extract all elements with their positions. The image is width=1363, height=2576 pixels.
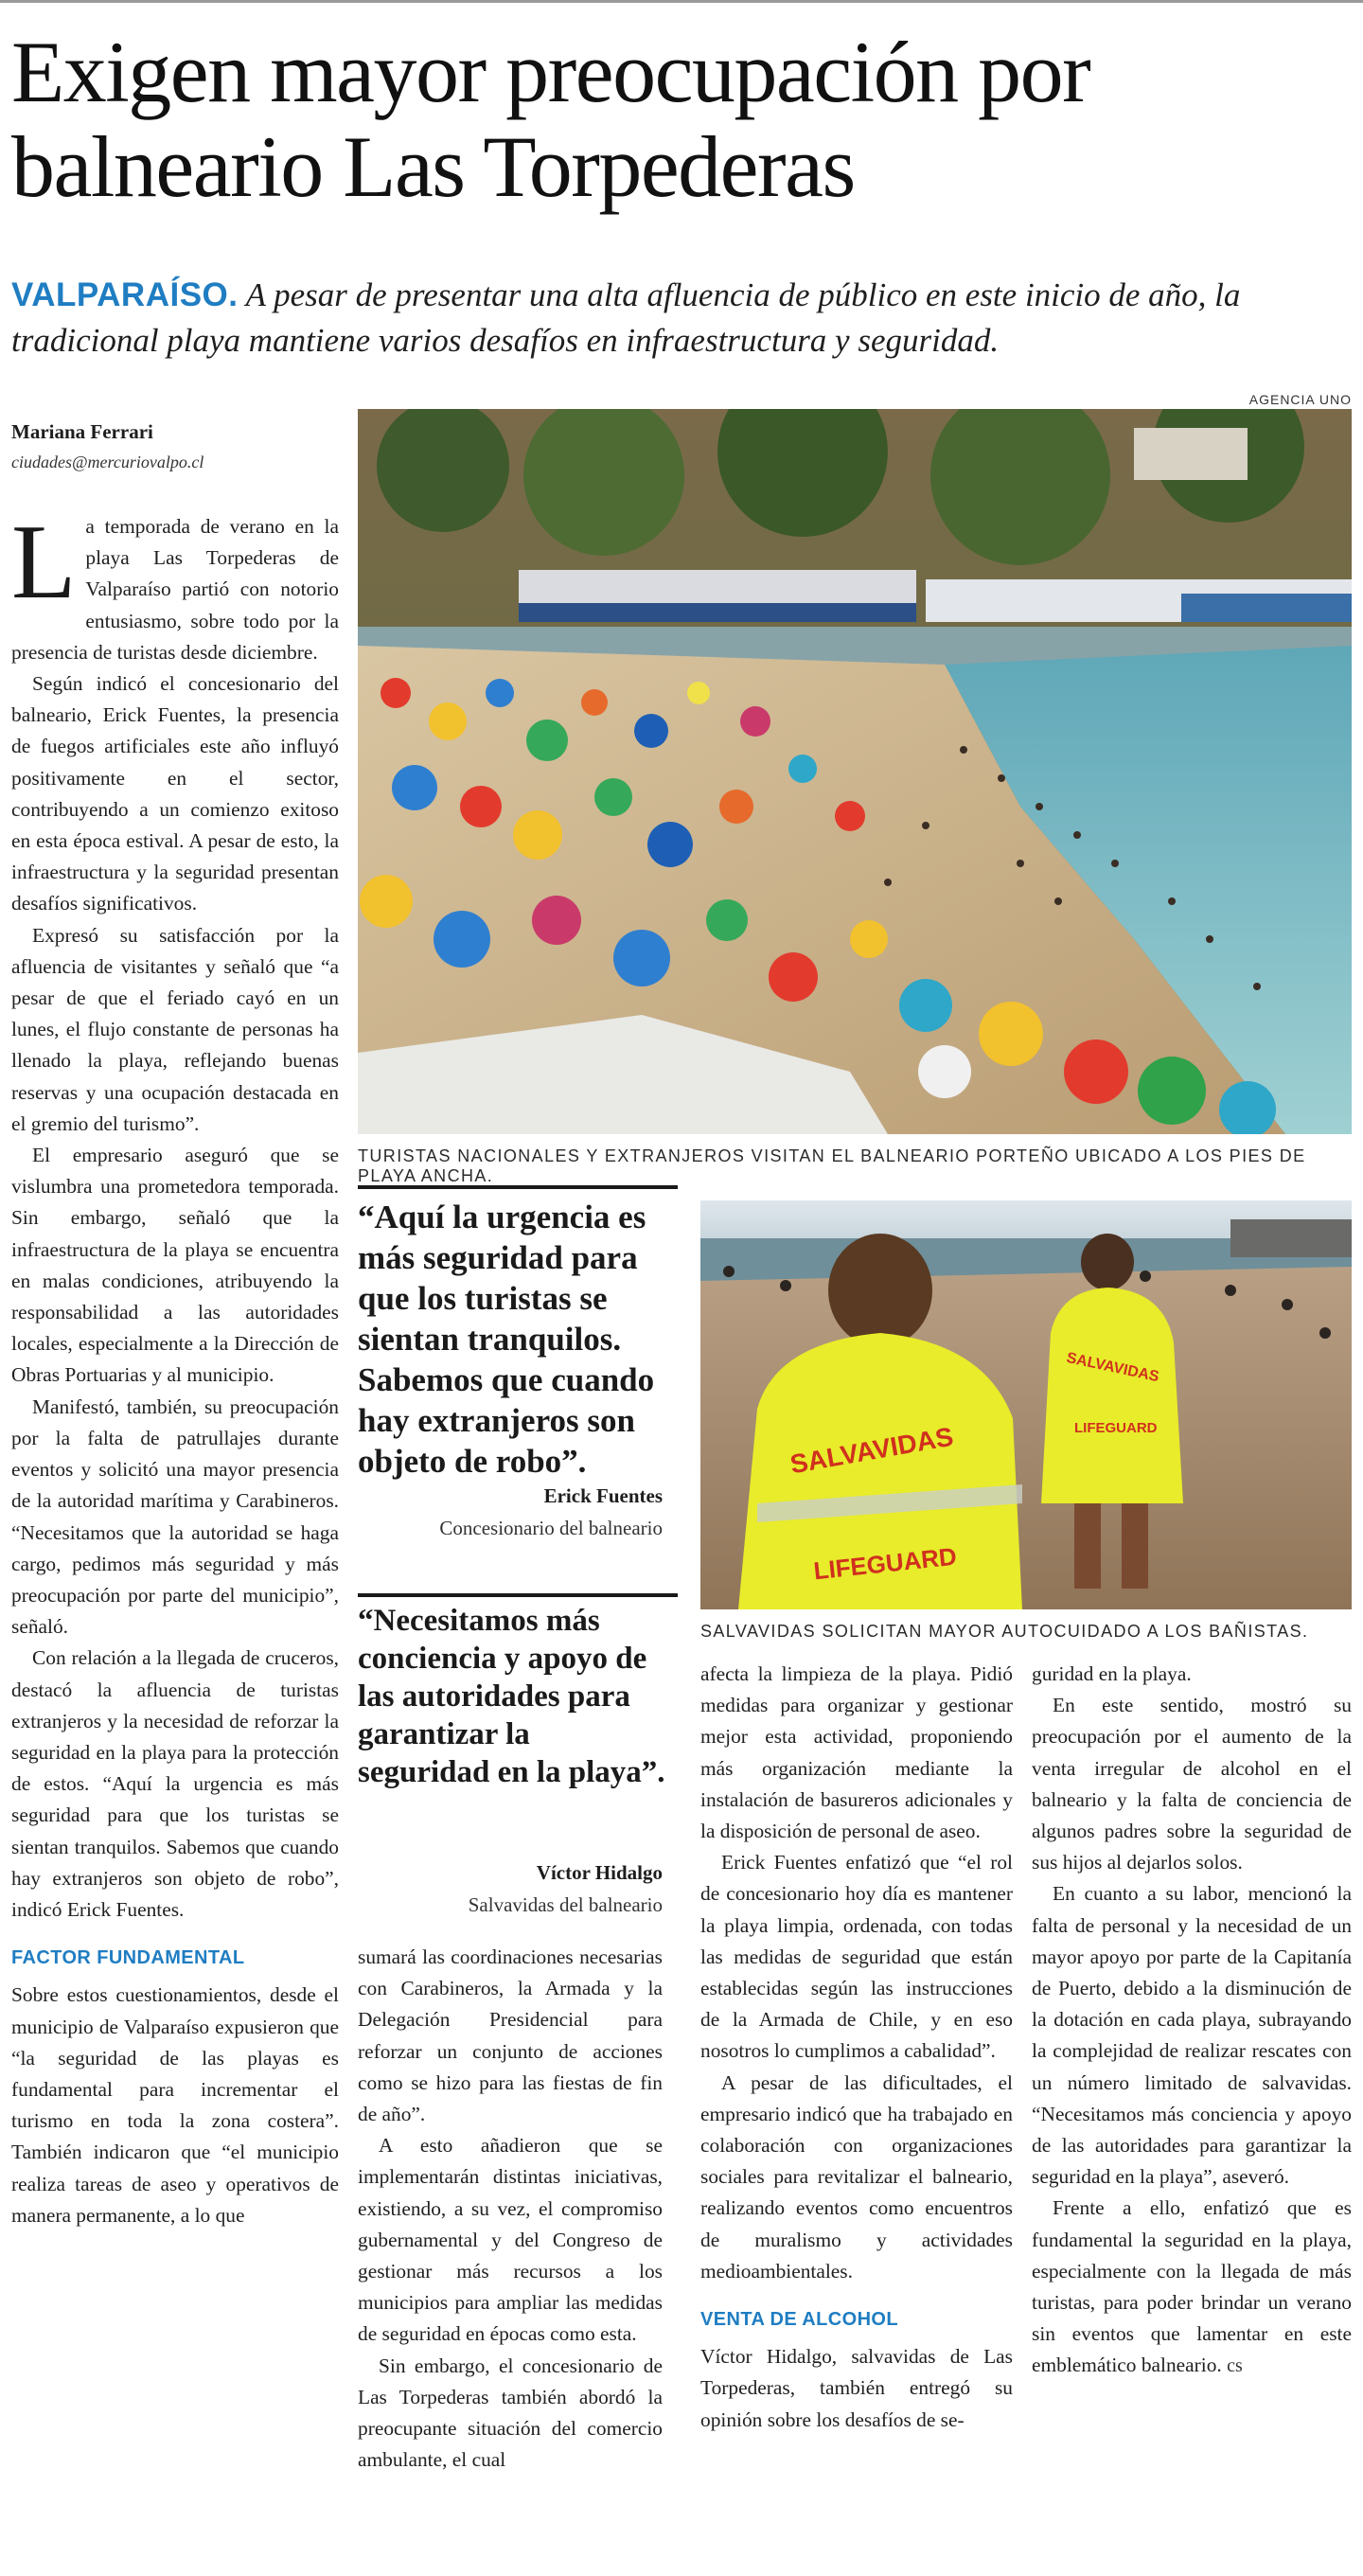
- col4-paragraph-2: En este sentido, mostró su preocupación por el aumento de la venta irregular de alcohol en el balneario y la falta de conciencia de algunos padres sobre la seguridad de sus hijos al dejarlos solos.: [1032, 1694, 1352, 1874]
- col3-paragraph-3: A pesar de las dificultades, el empresario indicó que ha trabajado en colaboración con organizaciones sociales para revitalizar el balneario, realizando eventos como encuentros de muralismo y actividades medioambientales.: [700, 2070, 1013, 2283]
- photo-credit: AGENCIA UNO: [1248, 392, 1352, 407]
- lead-text: A pesar de presentar una alta afluencia de público en este inicio de año, la tradicional playa mantiene varios desafíos en infraestructura y seguridad.: [11, 276, 1241, 359]
- quote2-rule: [358, 1593, 678, 1597]
- vest1-top-text: SALVAVIDAS: [788, 1421, 956, 1480]
- column-3: [700, 1659, 1013, 2436]
- lifeguards-photo-image: [700, 1200, 1352, 1609]
- column-4: [1032, 1659, 1352, 2383]
- col3-paragraph-1: afecta la limpieza de la playa. Pidió medidas para organizar y gestionar mejor esta actividad, proponiendo más organización mediante la instalación de basureros adicionales y la disposición de personal de aseo.: [700, 1662, 1013, 1843]
- column-2: [358, 1942, 663, 2476]
- quote2-text: “Necesitamos más conciencia y apoyo de las autoridades para garantizar la seguridad en la playa”.: [358, 1604, 665, 1789]
- top-rule: [0, 0, 1363, 3]
- col4-paragraph-4-text: Frente a ello, enfatizó que es fundamental la seguridad en la playa, especialmente con la llegada de más turistas, para poder brindar un verano sin eventos que lamentar en este emblemático balneario.: [1032, 2196, 1352, 2377]
- quote1-rule: [358, 1185, 678, 1189]
- col2-paragraph-2: A esto añadieron que se implementarán distintas iniciativas, existiendo, a su vez, el compromiso gubernamental y del Congreso de gestionar más recursos a los municipios para ampliar las medidas de seguridad en épocas como esta.: [358, 2134, 663, 2346]
- vest2-bottom-text: LIFEGUARD: [1074, 1420, 1158, 1436]
- beach-photo-image: [358, 409, 1352, 1134]
- lead-location: VALPARAÍSO.: [11, 276, 239, 313]
- col1-paragraph-6: Con relación a la llegada de cruceros, destacó la afluencia de turistas extranjeros y la necesidad de reforzar la seguridad en la playa para la protección de estos. “Aquí la urgencia es más seguridad para que los turistas se sientan tranquilos. Sabemos que cuando hay extranjeros son objeto de robo”, indicó Erick Fuentes.: [11, 1646, 339, 1921]
- column-1: [11, 504, 339, 2231]
- quote2-name: Víctor Hidalgo: [536, 1861, 663, 1884]
- col4-paragraph-4: [1032, 2193, 1352, 2382]
- col1-paragraph-4: El empresario aseguró que se vislumbra una prometedora temporada. Sin embargo, señaló que la infraestructura de la playa se encuentra en malas condiciones, atribuyendo la responsabilidad a las autoridades locales, especialmente a la Dirección de Obras Portuarias y al municipio.: [11, 1144, 339, 1387]
- vest2-top-text: SALVAVIDAS: [1065, 1349, 1161, 1386]
- col1-paragraph-3: Expresó su satisfacción por la afluencia de visitantes y señaló que “a pesar de que el feriado cayó en un lunes, el flujo constante de personas ha llenado la playa, reflejando buenas reservas y una ocupación destacada en el gremio del turismo”.: [11, 923, 339, 1135]
- headline: Exigen mayor preocupación por balneario Las Torpederas: [11, 24, 1090, 215]
- col4-paragraph-1: guridad en la playa.: [1032, 1662, 1192, 1685]
- quote1-name: Erick Fuentes: [543, 1484, 663, 1507]
- col2-paragraph-1: sumará las coordinaciones necesarias con Carabineros, la Armada y la Delegación Presidencial para reforzar un conjunto de acciones como se hizo para las fiestas de fin de año”.: [358, 1945, 663, 2126]
- col1-paragraph-2: Según indicó el concesionario del balneario, Erick Fuentes, la presencia de fuegos artificiales este año influyó positivamente en el sector, contribuyendo a un comienzo exitoso en esta época estival. A pesar de esto, la infraestructura y la seguridad presentan desafíos significativos.: [11, 672, 339, 915]
- section-head-factor: FACTOR FUNDAMENTAL: [11, 1947, 245, 1969]
- quote1-role: Concesionario del balneario: [439, 1517, 663, 1539]
- col4-paragraph-3: En cuanto a su labor, mencionó la falta de personal y la necesidad de un mayor apoyo por parte de la Capitanía de Puerto, debido a la disminución de la dotación en cada playa, subrayando la complejidad de realizar rescates con un número limitado de salvavidas. “Necesitamos más conciencia y apoyo de las autoridades para garantizar la seguridad en la playa”, aseveró.: [1032, 1882, 1352, 2189]
- col1-paragraph-1: [11, 504, 339, 668]
- col3-paragraph-4: Víctor Hidalgo, salvavidas de Las Torpederas, también entregó su opinión sobre los desafíos de se-: [700, 2345, 1013, 2431]
- quote1-text: “Aquí la urgencia es más seguridad para que los turistas se sientan tranquilos. Sabemos que cuando hay extranjeros son objeto de robo”.: [358, 1199, 655, 1480]
- author-name: Mariana Ferrari: [11, 420, 153, 443]
- col3-paragraph-2: Erick Fuentes enfatizó que “el rol de concesionario hoy día es mantener la playa limpia, ordenada, con todas las medidas de seguridad que están establecidas según las instrucciones de la Armada de Chile, y en eso nosotros lo cumplimos a cabalidad”.: [700, 1851, 1013, 2063]
- col1-paragraph-7: Sobre estos cuestionamientos, desde el municipio de Valparaíso expusieron que “la seguridad de las playas es fundamental para incrementar el turismo en toda la zona costera”. También indicaron que “el municipio realiza tareas de aseo y operativos de manera permanente, a lo que: [11, 1983, 339, 2227]
- beach-photo-caption: TURISTAS NACIONALES Y EXTRANJEROS VISITAN EL BALNEARIO PORTEÑO UBICADO A LOS PIES DE PLAYA ANCHA.: [358, 1146, 1306, 1185]
- quote2-role: Salvavidas del balneario: [468, 1893, 663, 1916]
- vest1-bottom-text: LIFEGUARD: [812, 1541, 959, 1586]
- col1-paragraph-1-text: a temporada de verano en la playa Las Torpederas de Valparaíso partió con notorio entusiasmo, sobre todo por la presencia de turistas desde diciembre.: [11, 515, 339, 664]
- author-email: ciudades@mercuriovalpo.cl: [11, 453, 204, 471]
- col1-paragraph-5: Manifestó, también, su preocupación por la falta de patrullajes durante eventos y solicitó una mayor presencia de la autoridad marítima y Carabineros. “Necesitamos que la autoridad se haga cargo, pedimos más seguridad y más preocupación por parte del municipio”, señaló.: [11, 1395, 339, 1639]
- beach-photo: [358, 409, 1352, 1134]
- lifeguards-photo: [700, 1200, 1352, 1609]
- drop-cap: L: [11, 504, 77, 621]
- col2-paragraph-3: Sin embargo, el concesionario de Las Torpederas también abordó la preocupante situación del comercio ambulante, el cual: [358, 2354, 663, 2472]
- section-head-alcohol: VENTA DE ALCOHOL: [700, 2309, 898, 2331]
- lifeguards-photo-caption: SALVAVIDAS SOLICITAN MAYOR AUTOCUIDADO A LOS BAÑISTAS.: [700, 1622, 1309, 1641]
- lead-paragraph: [11, 273, 1355, 364]
- end-mark: cs: [1227, 2355, 1243, 2377]
